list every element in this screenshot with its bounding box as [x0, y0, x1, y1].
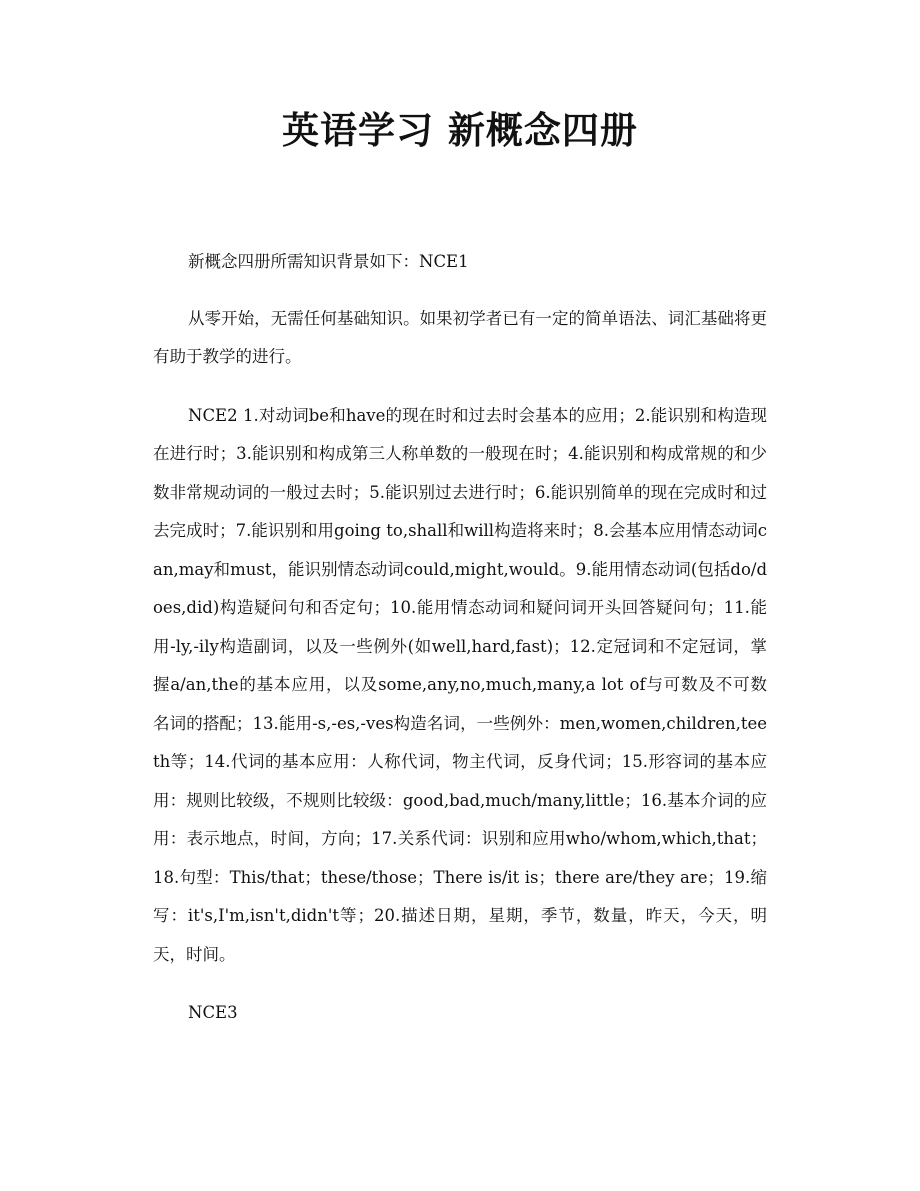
paragraph-nce3: NCE3 — [188, 1003, 238, 1022]
paragraph-nce2: NCE2 1.对动词be和have的现在时和过去时会基本的应用；2.能识别和构造现在进行时；3.能识别和构成第三人称单数的一般现在时；4.能识别和构成常规的和少数非常规动词的一般过去时；5.能识别过去进行时；6.能识别简单的现在完成时和过去完成时；7.能识别和用going to,shall和will构造将来时；8.会基本应用情态动词can,may和must，能识别情态动词could,might,would。9.能用情态动词(包括do/does,did)构造疑问句和否定句；10.能用情态动词和疑问词开头回答疑问句；11.能用-ly,-ily构造副词，以及一些例外(如well,hard,fast)；12.定冠词和不定冠词，掌握a/an,the的基本应用，以及some,any,no,much,many,a lot of与可数及不可数名词的搭配；13.能用-s,-es,-ves构造名词，一些例外：men,women,children,teeth等；14.代词的基本应用：人称代词，物主代词，反身代词；15.形容词的基本应用：规则比较级，不规则比较级：good,bad,much/many,little；16.基本介词的应用：表示地点，时间，方向；17.关系代词：识别和应用who/whom,which,that；18.句型：This/that；these/those；There is/it is；there are/they are；19.缩写：it's,I'm,isn't,didn't等；20.描述日期，星期，季节，数量，昨天，今天，明天，时间。 — [153, 405, 767, 964]
page-title: 英语学习 新概念四册 — [282, 108, 638, 152]
paragraph-nce1: 从零开始，无需任何基础知识。如果初学者已有一定的简单语法、词汇基础将更有助于教学的进行。 — [153, 308, 767, 366]
paragraph-intro: 新概念四册所需知识背景如下：NCE1 — [188, 252, 469, 271]
document-body — [153, 243, 767, 1053]
